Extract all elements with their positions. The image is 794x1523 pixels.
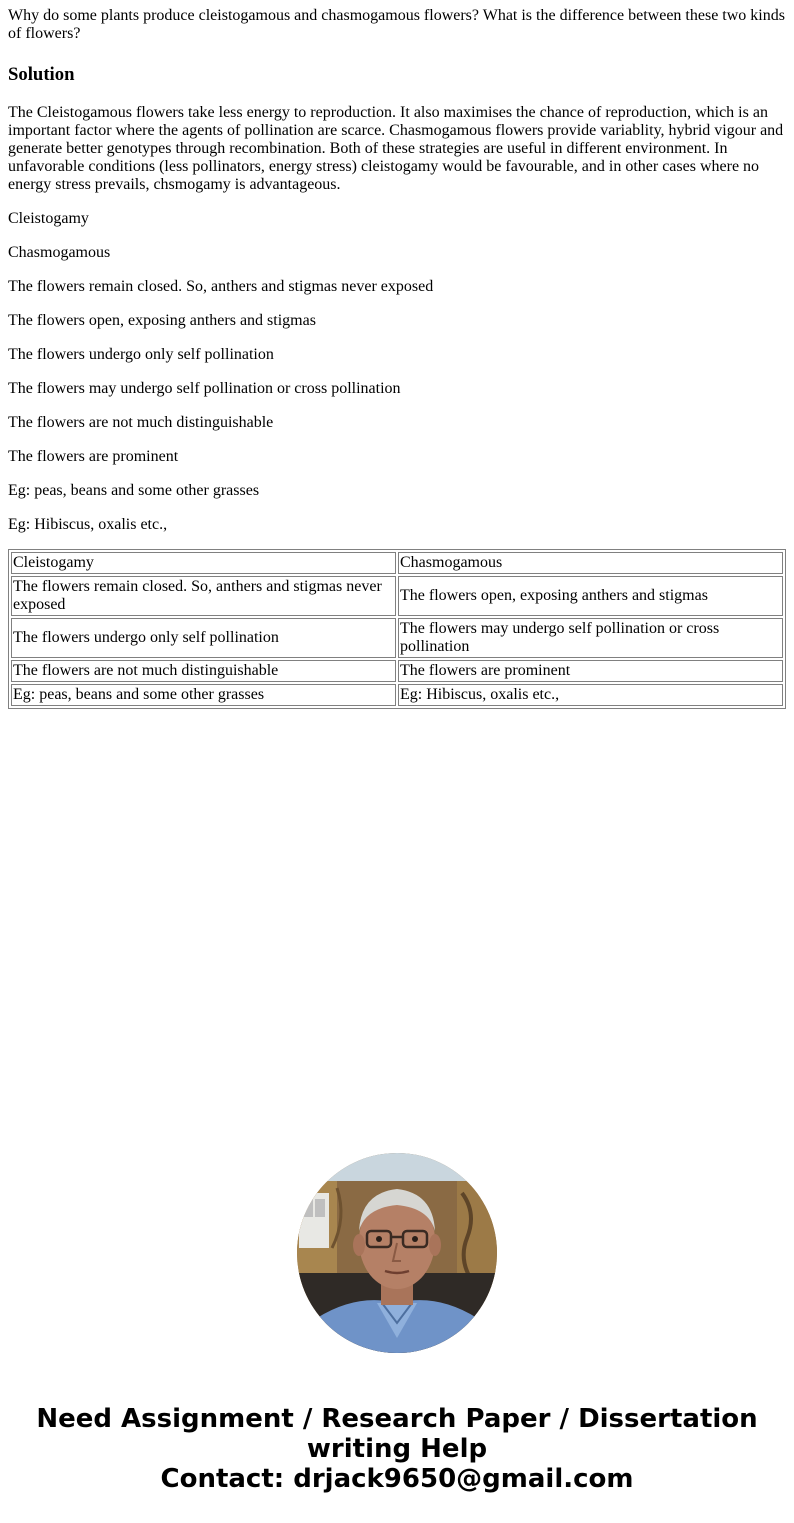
table-cell: Eg: peas, beans and some other grasses <box>11 684 396 706</box>
paragraph-prominent: The flowers are prominent <box>8 448 179 465</box>
paragraph-self-pollination: The flowers undergo only self pollination <box>8 346 274 363</box>
paragraph-closed: The flowers remain closed. So, anthers and stigmas never exposed <box>8 278 434 295</box>
footer-contact <box>0 1404 794 1494</box>
document-body <box>8 7 786 534</box>
comparison-table <box>8 549 786 709</box>
paragraph-not-distinguishable: The flowers are not much distinguishable <box>8 414 274 431</box>
paragraph-chasmogamous: Chasmogamous <box>8 244 111 261</box>
table-row <box>11 660 783 682</box>
table-cell: The flowers may undergo self pollination or cross pollination <box>398 618 783 658</box>
question-text: Why do some plants produce cleistogamous and chasmogamous flowers? What is the difference between these two kinds of flowers? <box>8 7 785 42</box>
paragraph-cross-pollination: The flowers may undergo self pollination or cross pollination <box>8 380 401 397</box>
table-row <box>11 576 783 616</box>
author-portrait-image <box>297 1153 497 1353</box>
table-cell: Cleistogamy <box>11 552 396 574</box>
table-row <box>11 552 783 574</box>
table-cell: The flowers are not much distinguishable <box>11 660 396 682</box>
table-cell: The flowers undergo only self pollination <box>11 618 396 658</box>
footer-line-contact: Contact: drjack9650@gmail.com <box>160 1464 634 1494</box>
table-cell: The flowers open, exposing anthers and stigmas <box>398 576 783 616</box>
solution-text: The Cleistogamous flowers take less energy to reproduction. It also maximises the chance of reproduction, which is an important factor where the agents of pollination are scarce. Chasmogamous flowers provide variablity, hybrid vigour and generate better genotypes through recombination. Both of these strategies are useful in different environment. In unfavorable conditions (less pollinators, energy stress) cleistogamy would be favourable, and in other cases where no energy stress prevails, chsmogamy is advantageous. <box>8 104 784 193</box>
table-cell: The flowers are prominent <box>398 660 783 682</box>
table-cell: The flowers remain closed. So, anthers and stigmas never exposed <box>11 576 396 616</box>
table-row <box>11 684 783 706</box>
table-cell: Chasmogamous <box>398 552 783 574</box>
paragraph-example-chasmo: Eg: Hibiscus, oxalis etc., <box>8 516 168 533</box>
footer-line-assignment: Need Assignment / Research Paper / Dissertation <box>36 1404 758 1434</box>
solution-heading: Solution <box>8 64 75 85</box>
paragraph-open: The flowers open, exposing anthers and stigmas <box>8 312 316 329</box>
footer-line-help: writing Help <box>306 1434 488 1464</box>
author-avatar <box>297 1153 497 1353</box>
paragraph-example-cleisto: Eg: peas, beans and some other grasses <box>8 482 260 499</box>
table-row <box>11 618 783 658</box>
table-cell: Eg: Hibiscus, oxalis etc., <box>398 684 783 706</box>
paragraph-cleistogamy: Cleistogamy <box>8 210 89 227</box>
